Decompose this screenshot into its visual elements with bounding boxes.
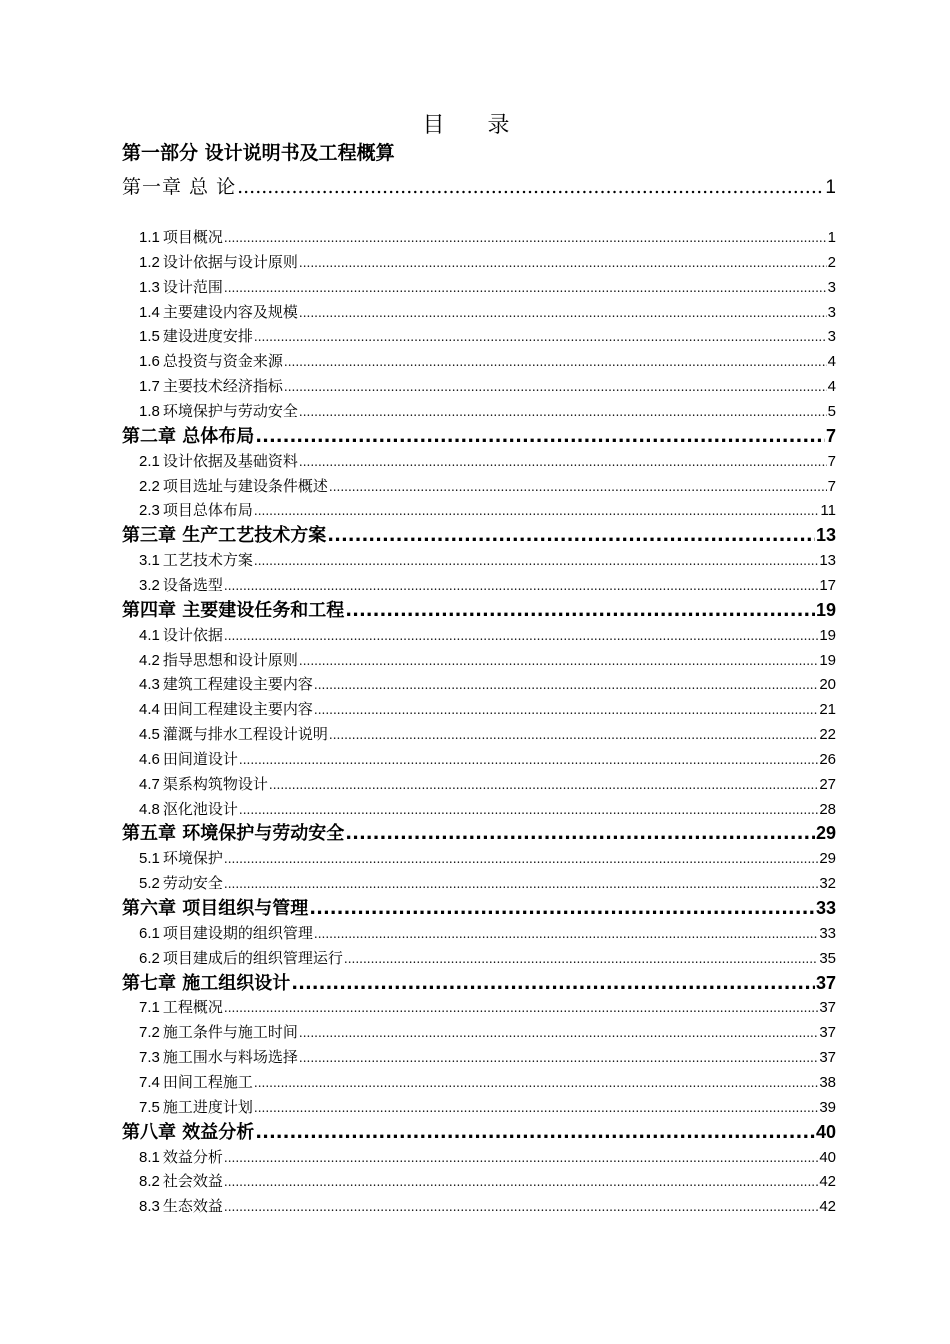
toc-section-title: 指导思想和设计原则 (162, 650, 298, 669)
toc-section-number: 8.1 (139, 1148, 160, 1166)
toc-section-number: 2.2 (139, 477, 160, 495)
toc-section-entry[interactable] (139, 252, 836, 273)
toc-section-entry[interactable] (139, 923, 836, 944)
toc-section-title: 劳动安全 (162, 874, 223, 893)
toc-entry-label (139, 873, 223, 894)
toc-section-title: 设计依据与设计原则 (162, 252, 298, 271)
toc-section-entry[interactable] (139, 550, 836, 571)
toc-page-number: 22 (819, 726, 836, 743)
toc-section-number: 3.2 (139, 576, 160, 594)
toc-section-title: 项目概况 (162, 228, 223, 246)
toc-leader-dots (291, 972, 815, 996)
toc-leader-dots (345, 822, 815, 846)
toc-entry-label: 第二章 总体布局 (122, 425, 255, 447)
toc-section-number: 7.1 (139, 999, 160, 1017)
toc-entry-label (139, 724, 328, 745)
toc-leader-dots (254, 1097, 818, 1118)
toc-page-number: 7 (827, 477, 836, 495)
toc-page-number: 4 (827, 353, 836, 371)
toc-leader-dots (224, 277, 827, 298)
toc-title: 目 录 (422, 113, 528, 138)
toc-entry-label: 第五章 环境保护与劳动安全 (122, 823, 345, 845)
toc-leader-dots (329, 476, 827, 497)
toc-section-entry[interactable] (139, 948, 836, 969)
toc-leader-dots (284, 376, 827, 397)
toc-section-entry[interactable] (139, 774, 836, 795)
toc-section-number: 4.6 (139, 750, 160, 768)
toc-section-number: 1.2 (139, 253, 160, 271)
toc-section-number: 1.3 (139, 278, 160, 296)
toc-section-title: 主要技术经济指标 (162, 377, 283, 396)
toc-section-entry[interactable] (139, 575, 836, 596)
toc-chapter-entry[interactable] (122, 1120, 836, 1145)
toc-section-number: 4.3 (139, 676, 160, 694)
toc-section-title: 渠系构筑物设计 (162, 774, 268, 793)
toc-page-number: 38 (819, 1073, 836, 1091)
toc-page-number: 37 (819, 1024, 836, 1042)
toc-page-number: 2 (827, 253, 836, 271)
toc-leader-dots (314, 923, 818, 944)
toc-page-number: 19 (819, 626, 836, 644)
toc-leader-dots (327, 524, 815, 548)
toc-section-number: 1.7 (139, 378, 160, 396)
toc-entry-label (139, 997, 223, 1018)
toc-entry-label (139, 1196, 223, 1217)
toc-chapter-entry[interactable] (122, 598, 836, 623)
toc-leader-dots (329, 724, 818, 745)
toc-leader-dots (224, 848, 818, 869)
toc-entry-label (139, 774, 268, 795)
toc-page-number: 20 (819, 676, 836, 694)
toc-section-title: 田间道设计 (162, 749, 238, 768)
toc-leader-dots (224, 997, 818, 1018)
toc-leader-dots (224, 575, 818, 596)
toc-page-number: 19 (819, 651, 836, 669)
toc-leader-dots (299, 302, 827, 323)
toc-entry-label (139, 699, 313, 720)
toc-chapter-entry[interactable] (122, 896, 836, 921)
toc-entry-label (139, 550, 253, 571)
toc-page-number: 4 (827, 378, 836, 396)
toc-page-number: 1 (825, 177, 836, 198)
toc-entry-label: 第一章 总 论 (122, 176, 237, 198)
toc-section-entry[interactable] (139, 1072, 836, 1093)
toc-section-number: 5.2 (139, 875, 160, 893)
toc-leader-dots (254, 326, 827, 347)
toc-section-number: 3.1 (139, 552, 160, 569)
toc-section-entry[interactable] (139, 650, 836, 671)
toc-section-title: 田间工程施工 (162, 1072, 253, 1091)
toc-section-title: 灌溉与排水工程设计说明 (162, 725, 328, 743)
toc-section-entry[interactable] (139, 997, 836, 1018)
toc-leader-dots (299, 650, 818, 671)
toc-page-number: 21 (819, 701, 836, 719)
toc-page-number: 7 (827, 452, 836, 470)
toc-section-number: 4.1 (139, 626, 160, 644)
toc-section-title: 效益分析 (162, 1147, 223, 1166)
toc-page-number: 17 (819, 576, 836, 594)
toc-entry-label (139, 500, 253, 521)
toc-page-number: 3 (827, 328, 836, 346)
toc-section-title: 环境保护与劳动安全 (162, 402, 298, 420)
toc-section-title: 建筑工程建设主要内容 (162, 675, 313, 694)
toc-section-number: 1.1 (139, 229, 160, 246)
toc-section-entry[interactable] (139, 451, 836, 472)
toc-section-number: 7.4 (139, 1073, 160, 1091)
toc-page-number: 40 (815, 1121, 836, 1142)
toc-section-entry[interactable] (139, 302, 836, 323)
toc-section-title: 设计依据 (162, 625, 223, 644)
toc-section-entry[interactable] (139, 351, 836, 372)
toc-section-entry[interactable] (139, 401, 836, 422)
toc-entry-label (139, 401, 298, 422)
toc-page-number: 26 (819, 750, 836, 768)
toc-section-title: 建设进度安排 (162, 327, 253, 346)
toc-section-title: 施工围水与料场选择 (162, 1048, 298, 1067)
toc-leader-dots (254, 1072, 818, 1093)
toc-section-title: 工艺技术方案 (162, 551, 253, 569)
toc-section-entry[interactable] (139, 873, 836, 894)
toc-entry-label (139, 451, 298, 472)
toc-entry-label (139, 625, 223, 646)
toc-section-entry[interactable] (139, 1047, 836, 1068)
toc-section-entry[interactable] (139, 625, 836, 646)
toc-section-number: 2.3 (139, 502, 160, 520)
toc-section-entry[interactable] (139, 848, 836, 869)
toc-leader-dots (239, 799, 818, 820)
toc-section-entry[interactable] (139, 1147, 836, 1168)
toc-section-title: 项目总体布局 (162, 501, 253, 520)
toc-section-title: 田间工程建设主要内容 (162, 700, 313, 719)
toc-section-number: 1.4 (139, 303, 160, 321)
toc-page-number: 3 (827, 278, 836, 296)
toc-entry-label: 第四章 主要建设任务和工程 (122, 599, 345, 621)
toc-section-number: 4.2 (139, 651, 160, 669)
toc-page-number: 42 (819, 1173, 836, 1191)
toc-leader-dots (299, 1022, 818, 1043)
toc-page-number: 19 (815, 599, 836, 620)
toc-page-number: 37 (819, 1049, 836, 1067)
toc-entry-label (139, 674, 313, 695)
toc-section-entry[interactable] (139, 724, 836, 745)
toc-entry-label (139, 1171, 223, 1192)
toc-section-number: 8.2 (139, 1173, 160, 1191)
toc-section-number: 8.3 (139, 1198, 160, 1216)
toc-leader-dots (299, 451, 827, 472)
toc-chapter-entry[interactable] (122, 971, 836, 996)
toc-entry-label (139, 351, 283, 372)
toc-page-number: 33 (819, 924, 836, 942)
toc-entry-label (139, 476, 328, 497)
toc-section-number: 1.8 (139, 403, 160, 420)
toc-leader-dots (284, 351, 827, 372)
toc-leader-dots (224, 1147, 818, 1168)
toc-leader-dots (345, 599, 815, 623)
toc-entry-label (139, 1147, 223, 1168)
toc-page-number: 3 (827, 303, 836, 321)
toc-section-number: 5.1 (139, 850, 160, 868)
toc-section-entry[interactable] (139, 376, 836, 397)
toc-page-number: 42 (819, 1198, 836, 1216)
toc-section-title: 总投资与资金来源 (162, 352, 283, 371)
toc-entry-label (139, 227, 223, 248)
toc-section-entry[interactable] (139, 500, 836, 521)
toc-section-entry[interactable] (139, 326, 836, 347)
toc-chapter-entry[interactable] (122, 424, 836, 449)
toc-page-number: 37 (815, 972, 836, 993)
toc-entry-label (139, 1097, 253, 1118)
toc-section-number: 6.1 (139, 924, 160, 942)
toc-entry-label (139, 302, 298, 323)
toc-section-title: 项目选址与建设条件概述 (162, 476, 328, 495)
toc-section-number: 4.8 (139, 800, 160, 818)
toc-page-number: 13 (819, 552, 836, 569)
toc-entry-label (139, 650, 298, 671)
toc-page-number: 33 (815, 898, 836, 918)
toc-section-entry[interactable] (139, 1171, 836, 1192)
toc-section-entry[interactable] (139, 1196, 836, 1217)
toc-entry-label (139, 252, 298, 273)
toc-section-number: 1.5 (139, 328, 160, 346)
toc-entry-label (139, 1047, 298, 1068)
toc-section-number: 4.5 (139, 726, 160, 743)
toc-section-number: 2.1 (139, 452, 160, 470)
toc-entry-label (139, 326, 253, 347)
toc-entry-label: 第七章 施工组织设计 (122, 972, 291, 994)
toc-page-number: 39 (819, 1098, 836, 1116)
toc-page-number: 1 (827, 229, 836, 246)
toc-leader-dots (344, 948, 818, 969)
toc-leader-dots (299, 401, 827, 422)
toc-page-number: 28 (819, 800, 836, 818)
toc-page-number: 11 (820, 502, 836, 520)
toc-section-entry[interactable] (139, 476, 836, 497)
toc-section-number: 1.6 (139, 353, 160, 371)
toc-section-title: 社会效益 (162, 1172, 223, 1191)
toc-page-number: 29 (815, 823, 836, 844)
toc-section-title: 施工进度计划 (162, 1097, 253, 1116)
toc-section-entry[interactable] (139, 749, 836, 770)
toc-entry-label (139, 848, 223, 869)
toc-leader-dots (314, 674, 818, 695)
toc-section-number: 7.5 (139, 1098, 160, 1116)
toc-entry-label (139, 799, 238, 820)
toc-section-title: 设计范围 (162, 277, 223, 296)
toc-entry-label (139, 749, 238, 770)
toc-leader-dots (314, 699, 818, 720)
toc-section-title: 主要建设内容及规模 (162, 302, 298, 321)
toc-section-title: 项目建设期的组织管理 (162, 923, 313, 942)
toc-leader-dots (224, 1196, 818, 1217)
toc-entry-label (139, 575, 223, 596)
toc-section-title: 项目建成后的组织管理运行 (162, 948, 343, 967)
toc-page-number: 37 (819, 999, 836, 1017)
toc-entry-label: 第三章 生产工艺技术方案 (122, 525, 327, 547)
part-heading: 第一部分 设计说明书及工程概算 (122, 142, 395, 164)
toc-section-number: 7.3 (139, 1049, 160, 1067)
toc-leader-dots (224, 1171, 818, 1192)
toc-leader-dots (224, 625, 818, 646)
toc-entry-label (139, 376, 283, 397)
toc-leader-dots (239, 749, 818, 770)
toc-section-title: 设备选型 (162, 575, 223, 594)
toc-page-number: 29 (819, 850, 836, 868)
toc-page-number: 13 (815, 525, 836, 546)
toc-leader-dots (309, 897, 815, 921)
toc-section-entry[interactable] (139, 799, 836, 820)
toc-page-number: 35 (819, 949, 836, 967)
toc-section-title: 设计依据及基础资料 (162, 451, 298, 470)
toc-section-entry[interactable] (139, 699, 836, 720)
toc-chapter-entry[interactable] (122, 821, 836, 846)
toc-page-number: 27 (819, 775, 836, 793)
toc-leader-dots (255, 1121, 815, 1145)
toc-section-number: 4.4 (139, 701, 160, 719)
toc-section-title: 环境保护 (162, 849, 223, 868)
toc-entry-label (139, 923, 313, 944)
toc-section-title: 施工条件与施工时间 (162, 1023, 298, 1042)
toc-page-number: 7 (825, 425, 836, 446)
toc-section-entry[interactable] (139, 674, 836, 695)
toc-section-title: 生态效益 (162, 1197, 223, 1216)
toc-leader-dots (237, 174, 824, 200)
toc-leader-dots (299, 252, 827, 273)
toc-section-number: 6.2 (139, 949, 160, 967)
toc-entry-label (139, 277, 223, 298)
toc-page-number: 32 (819, 875, 836, 893)
toc-leader-dots (255, 425, 825, 449)
toc-leader-dots (254, 550, 818, 571)
toc-entry-label (139, 1072, 253, 1093)
toc-section-entry[interactable] (139, 277, 836, 298)
toc-leader-dots (299, 1047, 818, 1068)
toc-chapter-entry[interactable] (122, 523, 836, 548)
toc-section-number: 7.2 (139, 1024, 160, 1042)
toc-chapter-entry[interactable] (122, 174, 836, 201)
toc-page-number: 5 (827, 403, 836, 420)
toc-section-title: 沤化池设计 (162, 799, 238, 818)
toc-page-number: 40 (819, 1148, 836, 1166)
toc-entry-label (139, 1022, 298, 1043)
toc-leader-dots (224, 873, 818, 894)
toc-section-entry[interactable] (139, 1022, 836, 1043)
toc-section-title: 工程概况 (162, 998, 223, 1017)
toc-leader-dots (269, 774, 818, 795)
toc-section-entry[interactable] (139, 1097, 836, 1118)
toc-section-number: 4.7 (139, 775, 160, 793)
toc-entry-label: 第六章 项目组织与管理 (122, 898, 309, 919)
toc-section-entry[interactable] (139, 227, 836, 248)
toc-entry-label (139, 948, 343, 969)
toc-entry-label: 第八章 效益分析 (122, 1121, 255, 1143)
toc-leader-dots (254, 500, 820, 521)
toc-leader-dots (224, 227, 827, 248)
